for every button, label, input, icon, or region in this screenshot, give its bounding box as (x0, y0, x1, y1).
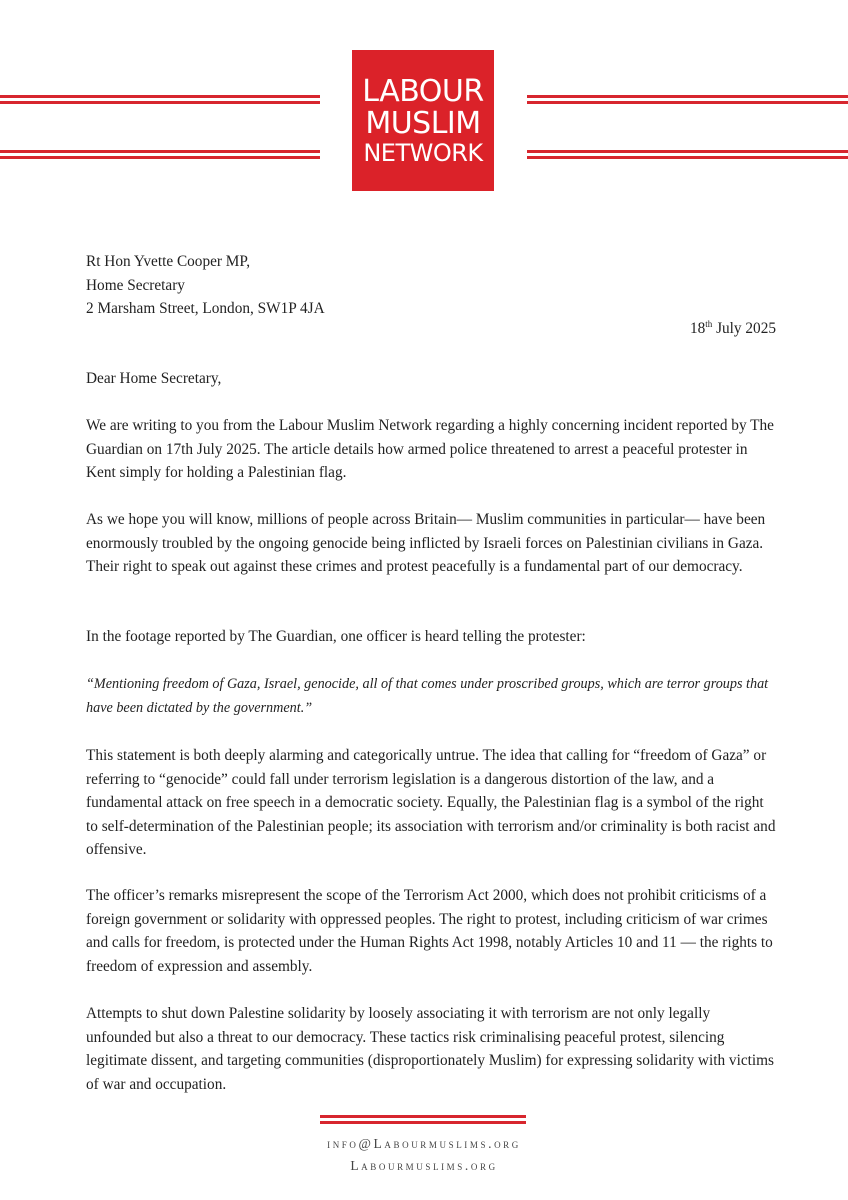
stripe-line (0, 156, 320, 159)
recipient-title: Home Secretary (86, 276, 185, 294)
logo-line-3: NETWORK (363, 138, 483, 167)
footer-email[interactable]: info@Labourmuslims.org (327, 1136, 521, 1151)
header-stripes-right-lower (527, 150, 848, 159)
header-stripes-left (0, 95, 320, 104)
paragraph-6: The officer’s remarks misrepresent the scope of the Terrorism Act 2000, which does not prohibit criticisms of a foreign government or solidarity with oppressed peoples. The right to protest, including criticism of war crimes and calls for freedom, is protected under the Human Rights Act 1998, notably Articles 10 and 11 — the rights to freedom of expression and assembly. (86, 887, 773, 975)
stripe-line (527, 101, 848, 104)
stripe-line (320, 1115, 526, 1118)
stripe-line (320, 1121, 526, 1124)
officer-quote: “Mentioning freedom of Gaza, Israel, genocide, all of that comes under proscribed groups, which are terror groups that have been dictated by the government.” (86, 676, 769, 716)
stripe-line (527, 156, 848, 159)
logo-line-2: MUSLIM (365, 105, 481, 141)
recipient-name: Rt Hon Yvette Cooper MP, (86, 253, 251, 270)
stripe-line (0, 101, 320, 104)
date-day: 18 (689, 320, 706, 337)
paragraph-1: We are writing to you from the Labour Muslim Network regarding a highly concerning incident reported by The Guardian on 17th July 2025. The article details how armed police threatened to arrest a peaceful protester in Kent simply for holding a Palestinian flag. (86, 417, 774, 481)
stripe-line (527, 150, 848, 153)
letter-date (690, 320, 776, 338)
salutation: Dear Home Secretary, (86, 370, 222, 387)
paragraph-5: This statement is both deeply alarming and categorically untrue. The idea that calling for “freedom of Gaza” or referring to “genocide” could fall under terrorism legislation is a dangerous distortion of the law, and a fundamental attack on free speech in a democratic society. Equally, the Palestinian flag is a symbol of the right to self-determination of the Palestinian people; its association with terrorism and/or criminality is both racist and offensive. (86, 747, 776, 858)
header-stripes-right (527, 95, 848, 104)
date-suffix: th (705, 318, 713, 329)
logo-line-1: LABOUR (362, 73, 484, 109)
stripe-line (0, 150, 320, 153)
footer-stripes (320, 1115, 526, 1124)
footer-website[interactable]: Labourmuslims.org (350, 1158, 498, 1173)
labour-muslim-network-logo (352, 50, 494, 191)
recipient-street: 2 Marsham Street, London, SW1P 4JA (86, 300, 325, 317)
paragraph-3: In the footage reported by The Guardian, one officer is heard telling the protester: (86, 628, 586, 645)
stripe-line (0, 95, 320, 98)
date-month-year: July 2025 (712, 320, 776, 337)
paragraph-2: As we hope you will know, millions of people across Britain— Muslim communities in particular— have been enormously troubled by the ongoing genocide being inflicted by Israeli forces on Palestinian civilians in Gaza. Their right to speak out against these crimes and protest peacefully is a fundamental part of our democracy. (86, 511, 766, 575)
paragraph-7: Attempts to shut down Palestine solidarity by loosely associating it with terrorism are not only legally unfounded but also a threat to our democracy. These tactics risk criminalising peaceful protest, silencing legitimate dissent, and targeting communities (disproportionately Muslim) for expressing solidarity with victims of war and occupation. (86, 1005, 774, 1093)
recipient-address (86, 250, 776, 321)
stripe-line (527, 95, 848, 98)
header-stripes-left-lower (0, 150, 320, 159)
